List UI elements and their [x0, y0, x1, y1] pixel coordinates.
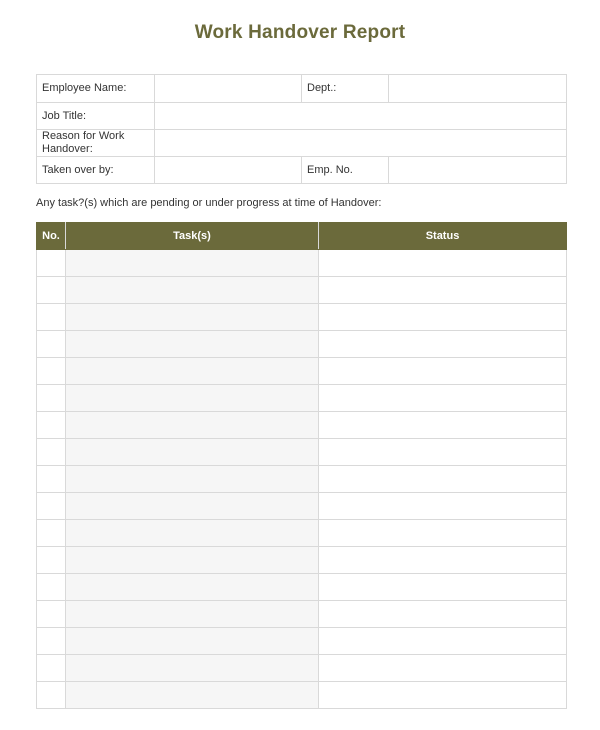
task-cell[interactable]	[66, 655, 319, 682]
status-cell[interactable]	[319, 574, 567, 601]
emp-no-label: Emp. No.	[302, 157, 389, 184]
row-number-cell[interactable]	[37, 412, 66, 439]
reason-field[interactable]	[155, 130, 567, 157]
employee-info-table	[36, 74, 567, 184]
row-number-cell[interactable]	[37, 466, 66, 493]
table-row	[37, 250, 567, 277]
status-cell[interactable]	[319, 601, 567, 628]
table-row	[37, 466, 567, 493]
table-row	[37, 682, 567, 709]
task-cell[interactable]	[66, 682, 319, 709]
status-cell[interactable]	[319, 385, 567, 412]
info-row-taken-over	[37, 157, 567, 184]
pending-tasks-prompt: Any task?(s) which are pending or under progress at time of Handover:	[36, 197, 382, 209]
row-number-cell[interactable]	[37, 493, 66, 520]
column-header-tasks: Task(s)	[66, 223, 319, 250]
row-number-cell[interactable]	[37, 547, 66, 574]
page-title: Work Handover Report	[194, 22, 406, 43]
task-cell[interactable]	[66, 601, 319, 628]
table-row	[37, 655, 567, 682]
table-row	[37, 331, 567, 358]
dept-field[interactable]	[389, 75, 567, 103]
employee-name-label: Employee Name:	[37, 75, 155, 103]
info-row-employee	[37, 75, 567, 103]
info-row-reason	[37, 130, 567, 157]
column-header-status: Status	[319, 223, 567, 250]
status-cell[interactable]	[319, 358, 567, 385]
task-cell[interactable]	[66, 358, 319, 385]
status-cell[interactable]	[319, 520, 567, 547]
table-row	[37, 547, 567, 574]
row-number-cell[interactable]	[37, 682, 66, 709]
table-row	[37, 601, 567, 628]
status-cell[interactable]	[319, 547, 567, 574]
info-row-job-title	[37, 103, 567, 130]
row-number-cell[interactable]	[37, 358, 66, 385]
job-title-field[interactable]	[155, 103, 567, 130]
row-number-cell[interactable]	[37, 331, 66, 358]
status-cell[interactable]	[319, 493, 567, 520]
row-number-cell[interactable]	[37, 628, 66, 655]
task-cell[interactable]	[66, 628, 319, 655]
task-cell[interactable]	[66, 250, 319, 277]
task-cell[interactable]	[66, 466, 319, 493]
status-cell[interactable]	[319, 250, 567, 277]
table-row	[37, 493, 567, 520]
table-row	[37, 385, 567, 412]
table-row	[37, 277, 567, 304]
status-cell[interactable]	[319, 655, 567, 682]
taken-over-label: Taken over by:	[37, 157, 155, 184]
task-cell[interactable]	[66, 547, 319, 574]
task-cell[interactable]	[66, 574, 319, 601]
status-cell[interactable]	[319, 304, 567, 331]
task-cell[interactable]	[66, 304, 319, 331]
table-row	[37, 412, 567, 439]
table-row	[37, 520, 567, 547]
table-row	[37, 574, 567, 601]
row-number-cell[interactable]	[37, 601, 66, 628]
task-cell[interactable]	[66, 385, 319, 412]
emp-no-field[interactable]	[389, 157, 567, 184]
status-cell[interactable]	[319, 682, 567, 709]
job-title-label: Job Title:	[37, 103, 155, 130]
row-number-cell[interactable]	[37, 277, 66, 304]
task-table-header	[37, 223, 567, 250]
table-row	[37, 358, 567, 385]
status-cell[interactable]	[319, 439, 567, 466]
status-cell[interactable]	[319, 466, 567, 493]
status-cell[interactable]	[319, 412, 567, 439]
table-row	[37, 304, 567, 331]
row-number-cell[interactable]	[37, 385, 66, 412]
dept-label: Dept.:	[302, 75, 389, 103]
task-cell[interactable]	[66, 493, 319, 520]
task-table-body	[37, 250, 567, 709]
row-number-cell[interactable]	[37, 520, 66, 547]
row-number-cell[interactable]	[37, 250, 66, 277]
row-number-cell[interactable]	[37, 655, 66, 682]
row-number-cell[interactable]	[37, 304, 66, 331]
status-cell[interactable]	[319, 628, 567, 655]
table-row	[37, 628, 567, 655]
task-cell[interactable]	[66, 439, 319, 466]
task-cell[interactable]	[66, 331, 319, 358]
employee-name-field[interactable]	[155, 75, 302, 103]
status-cell[interactable]	[319, 277, 567, 304]
taken-over-field[interactable]	[155, 157, 302, 184]
reason-label: Reason for Work Handover:	[37, 130, 155, 157]
task-cell[interactable]	[66, 520, 319, 547]
row-number-cell[interactable]	[37, 574, 66, 601]
task-table	[36, 222, 567, 709]
row-number-cell[interactable]	[37, 439, 66, 466]
table-row	[37, 439, 567, 466]
status-cell[interactable]	[319, 331, 567, 358]
task-cell[interactable]	[66, 412, 319, 439]
column-header-no: No.	[37, 223, 66, 250]
task-cell[interactable]	[66, 277, 319, 304]
